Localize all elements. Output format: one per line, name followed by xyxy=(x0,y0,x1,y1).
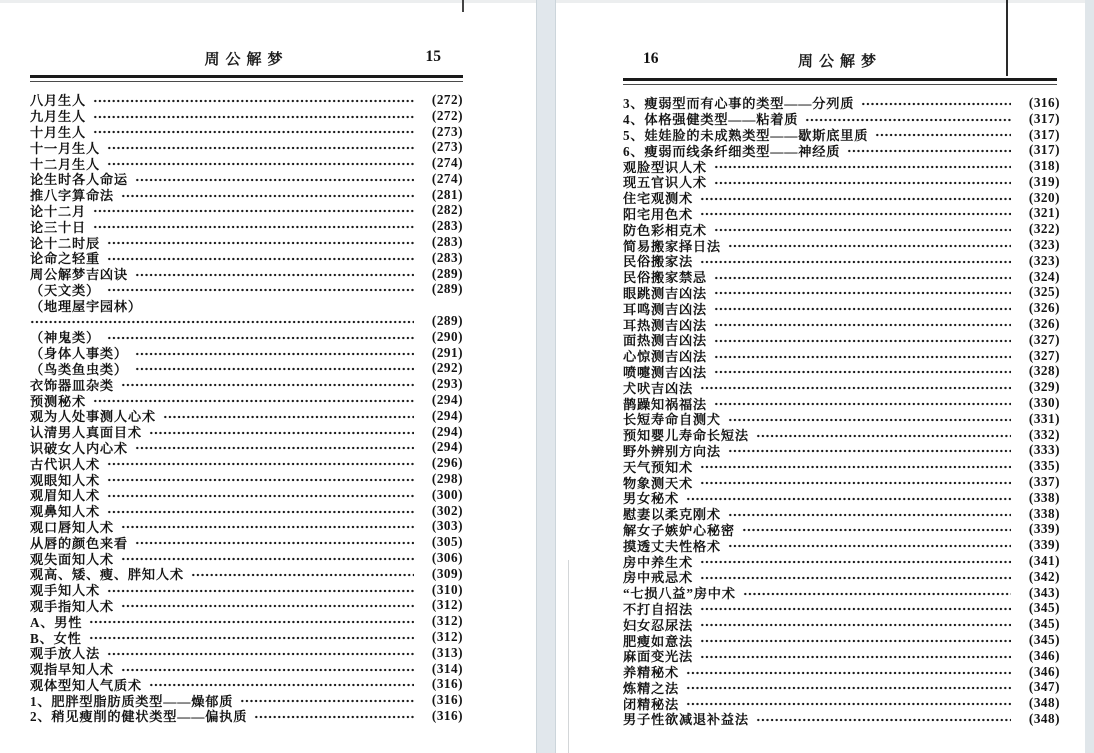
dot-leader xyxy=(93,398,414,404)
dot-leader xyxy=(93,129,414,135)
toc-entry-title: 八月生人 xyxy=(30,93,86,109)
toc-entry-page: (294) xyxy=(431,439,463,455)
right-toc-list xyxy=(623,95,1060,727)
dot-leader xyxy=(700,606,1011,612)
dot-leader xyxy=(135,366,414,372)
dot-leader xyxy=(149,430,414,436)
toc-entry xyxy=(30,108,463,124)
toc-entry-title: B、女性 xyxy=(30,630,82,646)
left-running-title: 周公解梦 xyxy=(204,52,289,68)
toc-entry-title: 观眼知人术 xyxy=(30,472,100,488)
dot-leader xyxy=(700,575,1011,581)
dot-leader xyxy=(240,698,414,704)
toc-entry-page: (314) xyxy=(431,660,463,676)
toc-entry-page: (319) xyxy=(1028,173,1060,189)
toc-entry-title: 从唇的颜色来看 xyxy=(30,535,128,551)
toc-entry-title: 眼跳测吉凶法 xyxy=(623,285,707,301)
toc-entry-title: 摸透丈夫性格术 xyxy=(623,538,721,554)
toc-entry-title: 物象测天术 xyxy=(623,475,693,491)
toc-entry-title: 住宅观测术 xyxy=(623,191,693,207)
dot-leader xyxy=(700,638,1011,644)
toc-entry-title: 观失面知人术 xyxy=(30,551,114,567)
dot-leader xyxy=(714,322,1011,328)
toc-entry-title: 房中戒忌术 xyxy=(623,570,693,586)
toc-entry-title: 民俗搬家法 xyxy=(623,254,693,270)
left-page-header xyxy=(30,48,463,68)
dot-leader xyxy=(254,714,414,720)
dot-leader xyxy=(121,667,414,673)
toc-entry-title: 观手放人法 xyxy=(30,646,100,662)
dot-leader xyxy=(121,193,414,199)
toc-entry-page: (348) xyxy=(1028,710,1060,726)
right-page-number: 16 xyxy=(643,50,659,67)
toc-entry-title: 观鼻知人术 xyxy=(30,504,100,520)
left-header-rule xyxy=(30,75,463,82)
toc-entry-title: 慰妻以柔克刚术 xyxy=(623,507,721,523)
toc-entry xyxy=(30,376,463,392)
toc-entry-title: 观体型知人气质术 xyxy=(30,677,142,693)
toc-entry-title: 防色彩相克术 xyxy=(623,222,707,238)
toc-entry-title: 3、瘦弱型而有心事的类型——分列质 xyxy=(623,96,855,112)
right-page xyxy=(554,0,1085,753)
dot-leader xyxy=(714,227,1011,233)
toc-entry-title: 耳鸣测吉凶法 xyxy=(623,301,707,317)
toc-entry-title: 观口唇知人术 xyxy=(30,519,114,535)
dot-leader xyxy=(121,524,414,530)
toc-entry-page: (329) xyxy=(1028,379,1060,395)
dot-leader xyxy=(107,493,414,499)
toc-entry-title: 野外辨别方向法 xyxy=(623,443,721,459)
toc-entry-title: A、男性 xyxy=(30,614,83,630)
toc-entry-title: 4、体格强健类型——粘着质 xyxy=(623,112,799,128)
toc-entry-page: (323) xyxy=(1028,237,1060,253)
toc-entry-page: (347) xyxy=(1028,679,1060,695)
toc-entry-title: 九月生人 xyxy=(30,109,86,125)
toc-entry-page: (345) xyxy=(1028,632,1060,647)
toc-entry-page: (332) xyxy=(1028,426,1060,442)
toc-entry xyxy=(623,711,1060,727)
dot-leader xyxy=(107,256,414,262)
dot-leader xyxy=(135,540,414,546)
dot-leader xyxy=(121,382,414,388)
toc-entry-page: (283) xyxy=(431,218,463,234)
toc-entry-page: (348) xyxy=(1028,695,1060,711)
dot-leader xyxy=(135,445,414,451)
toc-entry-page: (305) xyxy=(431,534,463,550)
toc-entry-title: 十一月生人 xyxy=(30,140,100,156)
toc-entry-page: (282) xyxy=(431,202,463,218)
toc-entry-page: (339) xyxy=(1028,537,1060,553)
toc-entry-title: 闭精秘法 xyxy=(623,696,679,712)
toc-entry-page: (294) xyxy=(431,392,463,408)
toc-entry-page: (331) xyxy=(1028,410,1060,426)
toc-entry-title: 古代识人术 xyxy=(30,456,100,472)
dot-leader xyxy=(700,559,1011,565)
toc-entry-page: (294) xyxy=(431,407,463,423)
dot-leader xyxy=(89,635,414,641)
toc-entry-title: 论十二时辰 xyxy=(30,235,100,251)
toc-entry-title: 解女子嫉妒心秘密 xyxy=(623,522,735,538)
toc-entry-page: (330) xyxy=(1028,395,1060,411)
toc-entry-page: (294) xyxy=(431,423,463,439)
toc-entry-page: (303) xyxy=(431,518,463,534)
toc-entry-title: 房中养生术 xyxy=(623,554,693,570)
dot-leader xyxy=(756,433,1011,439)
toc-entry-title: 犬吠吉凶法 xyxy=(623,380,693,396)
dot-leader xyxy=(728,243,1011,249)
toc-entry-page: (343) xyxy=(1028,584,1060,600)
toc-entry xyxy=(623,679,1060,695)
dot-leader xyxy=(700,480,1011,486)
dot-leader xyxy=(728,448,1011,454)
toc-entry-title: （身体人事类） xyxy=(30,346,128,362)
toc-entry-title: 十二月生人 xyxy=(30,156,100,172)
toc-entry-page: (339) xyxy=(1028,521,1060,537)
dot-leader xyxy=(163,414,414,420)
toc-entry-title: 男女秘术 xyxy=(623,491,679,507)
toc-entry-title: 论十二月 xyxy=(30,203,86,219)
toc-entry-page: (325) xyxy=(1028,284,1060,300)
dot-leader xyxy=(191,572,414,578)
dot-leader xyxy=(805,117,1011,123)
toc-entry-page: (338) xyxy=(1028,489,1060,505)
toc-entry-page: (293) xyxy=(431,376,463,392)
dot-leader xyxy=(30,319,414,325)
toc-entry-title: 不打自招法 xyxy=(623,601,693,617)
toc-entry xyxy=(30,598,463,614)
dot-leader xyxy=(847,148,1011,154)
toc-entry-page: (322) xyxy=(1028,221,1060,237)
toc-entry-title: 炼精之法 xyxy=(623,680,679,696)
toc-entry-page: (321) xyxy=(1028,205,1060,221)
toc-entry-page: (316) xyxy=(431,692,463,708)
toc-entry-title: 鹊躁知祸福法 xyxy=(623,396,707,412)
dot-leader xyxy=(93,224,414,230)
toc-entry-page: (346) xyxy=(1028,647,1060,663)
dot-leader xyxy=(93,208,414,214)
toc-entry xyxy=(30,187,463,203)
left-page xyxy=(0,0,536,753)
dot-leader xyxy=(107,651,414,657)
toc-entry-page: (312) xyxy=(431,597,463,613)
toc-entry-page: (323) xyxy=(1028,252,1060,268)
dot-leader xyxy=(700,622,1011,628)
toc-entry xyxy=(623,664,1060,680)
toc-entry-title: （神鬼类） xyxy=(30,330,100,346)
toc-entry-title: 论命之轻重 xyxy=(30,251,100,267)
toc-entry-title: 预测秘术 xyxy=(30,393,86,409)
toc-entry-page: (309) xyxy=(431,565,463,581)
dot-leader xyxy=(714,354,1011,360)
dot-leader xyxy=(700,196,1011,202)
toc-entry-title: 5、娃娃脸的未成熟类型——歇斯底里质 xyxy=(623,128,869,143)
dot-leader xyxy=(714,306,1011,312)
dot-leader xyxy=(700,385,1011,391)
toc-entry-title: 衣饰器皿杂类 xyxy=(30,377,114,393)
dot-leader xyxy=(700,464,1011,470)
toc-entry-title: 观手指知人术 xyxy=(30,598,114,614)
dot-leader xyxy=(135,272,414,278)
right-page-header xyxy=(623,50,1057,70)
toc-entry-page: (320) xyxy=(1028,189,1060,205)
toc-entry-page: (289) xyxy=(431,265,463,281)
dot-leader xyxy=(743,591,1011,597)
dot-leader xyxy=(107,287,414,293)
dot-leader xyxy=(93,98,414,104)
toc-entry-page: (327) xyxy=(1028,347,1060,363)
toc-entry-page: (345) xyxy=(1028,600,1060,616)
toc-entry-title: 推八字算命法 xyxy=(30,188,114,204)
dot-leader xyxy=(686,685,1011,691)
toc-entry-page: (328) xyxy=(1028,363,1060,379)
toc-entry-page: (341) xyxy=(1028,553,1060,569)
dot-leader xyxy=(728,417,1011,423)
toc-entry-page: (313) xyxy=(431,644,463,660)
dot-leader xyxy=(149,682,414,688)
dot-leader xyxy=(107,477,414,483)
toc-entry-title: 心惊测吉凶法 xyxy=(623,349,707,365)
toc-entry-title: 2、稍见瘦削的健状类型——偏执质 xyxy=(30,709,248,725)
toc-entry-page: (333) xyxy=(1028,442,1060,458)
toc-entry-title: 预知婴儿寿命长短法 xyxy=(623,428,749,444)
toc-entry-title: “七损八益”房中术 xyxy=(623,586,736,602)
toc-entry-title: 民俗搬家禁忌 xyxy=(623,270,707,286)
toc-entry-title: 观高、矮、瘦、胖知人术 xyxy=(30,567,184,583)
toc-entry-page: (316) xyxy=(431,707,463,723)
dot-leader xyxy=(861,101,1011,107)
toc-entry-page: (302) xyxy=(431,502,463,518)
dot-leader xyxy=(121,556,414,562)
dot-leader xyxy=(107,461,414,467)
toc-entry-title: 观指早知人术 xyxy=(30,662,114,678)
toc-entry-page: (274) xyxy=(431,155,463,171)
toc-entry-title: 论生时各人命运 xyxy=(30,172,128,188)
dot-leader xyxy=(107,145,414,151)
toc-entry-title: （天文类） xyxy=(30,282,100,298)
toc-entry-page: (283) xyxy=(431,234,463,250)
dot-leader xyxy=(700,259,1011,265)
toc-entry xyxy=(623,648,1060,664)
toc-entry-page: (281) xyxy=(431,186,463,202)
toc-entry-page: (306) xyxy=(431,550,463,566)
toc-entry-title: 简易搬家择日法 xyxy=(623,238,721,254)
toc-entry-title: （鸟类鱼虫类） xyxy=(30,361,128,377)
toc-entry-page: (312) xyxy=(431,629,463,644)
toc-entry-title: 现五官识人术 xyxy=(623,175,707,191)
toc-entry-page: (289) xyxy=(431,313,463,329)
toc-entry-page: (345) xyxy=(1028,616,1060,632)
toc-entry-page: (272) xyxy=(431,91,463,107)
dot-leader xyxy=(742,527,1011,533)
toc-entry-page: (310) xyxy=(431,581,463,597)
dot-leader xyxy=(89,619,414,625)
left-toc-list xyxy=(30,92,463,724)
toc-entry xyxy=(30,708,463,724)
toc-entry-title: 观眉知人术 xyxy=(30,488,100,504)
dot-leader xyxy=(135,177,414,183)
toc-entry-page: (317) xyxy=(1028,110,1060,126)
toc-entry-title: （地理屋宇园林） xyxy=(30,298,142,314)
dot-leader xyxy=(700,211,1011,217)
toc-entry-title: 观脸型识人术 xyxy=(623,159,707,175)
toc-entry-page: (283) xyxy=(431,249,463,265)
dot-leader xyxy=(714,338,1011,344)
dot-leader xyxy=(93,114,414,120)
toc-entry xyxy=(30,203,463,219)
toc-entry-page: (273) xyxy=(431,139,463,155)
toc-entry-title: 喷嚏测吉凶法 xyxy=(623,364,707,380)
toc-entry-title: 观手知人术 xyxy=(30,583,100,599)
toc-entry-title: 6、瘦弱而线条纤细类型——神经质 xyxy=(623,143,841,159)
toc-entry-title: 养精秘术 xyxy=(623,665,679,681)
toc-entry-page: (326) xyxy=(1028,300,1060,316)
dot-leader xyxy=(714,180,1011,186)
toc-entry-page: (326) xyxy=(1028,316,1060,332)
toc-entry-page: (273) xyxy=(431,123,463,139)
toc-entry-title: 论三十日 xyxy=(30,219,86,235)
toc-entry-page: (289) xyxy=(431,281,463,297)
toc-entry-title: 十月生人 xyxy=(30,125,86,140)
toc-entry-page: (342) xyxy=(1028,568,1060,584)
toc-entry-title: 周公解梦吉凶诀 xyxy=(30,267,128,283)
toc-entry-page: (298) xyxy=(431,471,463,487)
toc-entry-page: (318) xyxy=(1028,158,1060,174)
dot-leader xyxy=(714,369,1011,375)
toc-entry-title: 男子性欲减退补益法 xyxy=(623,712,749,728)
toc-entry-page: (292) xyxy=(431,360,463,376)
right-running-title: 周公解梦 xyxy=(797,54,882,70)
dot-leader xyxy=(107,588,414,594)
page-gutter xyxy=(536,0,556,753)
toc-entry-title: 面热测吉凶法 xyxy=(623,333,707,349)
dot-leader xyxy=(756,717,1011,723)
dot-leader xyxy=(728,543,1011,549)
dot-leader xyxy=(107,335,414,341)
toc-entry-page: (316) xyxy=(1028,94,1060,110)
dot-leader xyxy=(700,654,1011,660)
toc-entry-title: 观为人处事测人心术 xyxy=(30,409,156,425)
toc-entry xyxy=(30,613,463,629)
toc-entry-page: (324) xyxy=(1028,268,1060,284)
toc-entry-title: 天气预知术 xyxy=(623,459,693,475)
toc-entry-page: (317) xyxy=(1028,126,1060,142)
dot-leader xyxy=(686,496,1011,502)
toc-entry xyxy=(30,297,463,313)
dot-leader xyxy=(686,670,1011,676)
dot-leader xyxy=(107,161,414,167)
toc-entry-page: (272) xyxy=(431,107,463,123)
toc-entry-page: (346) xyxy=(1028,663,1060,679)
toc-entry-title: 耳热测吉凶法 xyxy=(623,317,707,333)
toc-entry-page: (296) xyxy=(431,455,463,471)
dot-leader xyxy=(714,401,1011,407)
scan-right-edge xyxy=(1085,0,1094,753)
toc-entry-page: (327) xyxy=(1028,331,1060,347)
toc-entry-title: 麻面变光法 xyxy=(623,649,693,665)
toc-entry-page: (337) xyxy=(1028,474,1060,490)
dot-leader xyxy=(121,603,414,609)
dot-leader xyxy=(714,290,1011,296)
right-header-rule xyxy=(623,78,1057,85)
toc-entry-title: 1、肥胖型脂肪质类型——燥郁质 xyxy=(30,693,234,709)
dot-leader xyxy=(875,132,1011,138)
toc-entry-page: (274) xyxy=(431,170,463,186)
dot-leader xyxy=(107,240,414,246)
toc-entry-title: 长短寿命自测犬 xyxy=(623,412,721,428)
toc-entry-title: 阳宅用色术 xyxy=(623,206,693,222)
toc-entry-title: 识破女人内心术 xyxy=(30,440,128,456)
dot-leader xyxy=(728,512,1011,518)
dot-leader xyxy=(714,275,1011,281)
toc-entry-page: (291) xyxy=(431,344,463,360)
left-page-number: 15 xyxy=(425,48,441,65)
toc-entry-page: (338) xyxy=(1028,505,1060,521)
toc-entry xyxy=(623,474,1060,490)
dot-leader xyxy=(135,351,414,357)
toc-entry-title: 妇女忍尿法 xyxy=(623,617,693,633)
toc-entry-page: (300) xyxy=(431,486,463,502)
dot-leader xyxy=(714,164,1011,170)
dot-leader xyxy=(107,509,414,515)
toc-entry xyxy=(30,92,463,108)
toc-entry-page: (317) xyxy=(1028,142,1060,158)
toc-entry-page: (312) xyxy=(431,613,463,629)
toc-entry-title: 认清男人真面目术 xyxy=(30,425,142,441)
toc-entry-title: 肥瘦如意法 xyxy=(623,633,693,649)
toc-entry-page: (290) xyxy=(431,328,463,344)
toc-entry-page: (335) xyxy=(1028,458,1060,474)
toc-entry-page: (316) xyxy=(431,676,463,692)
dot-leader xyxy=(686,701,1011,707)
